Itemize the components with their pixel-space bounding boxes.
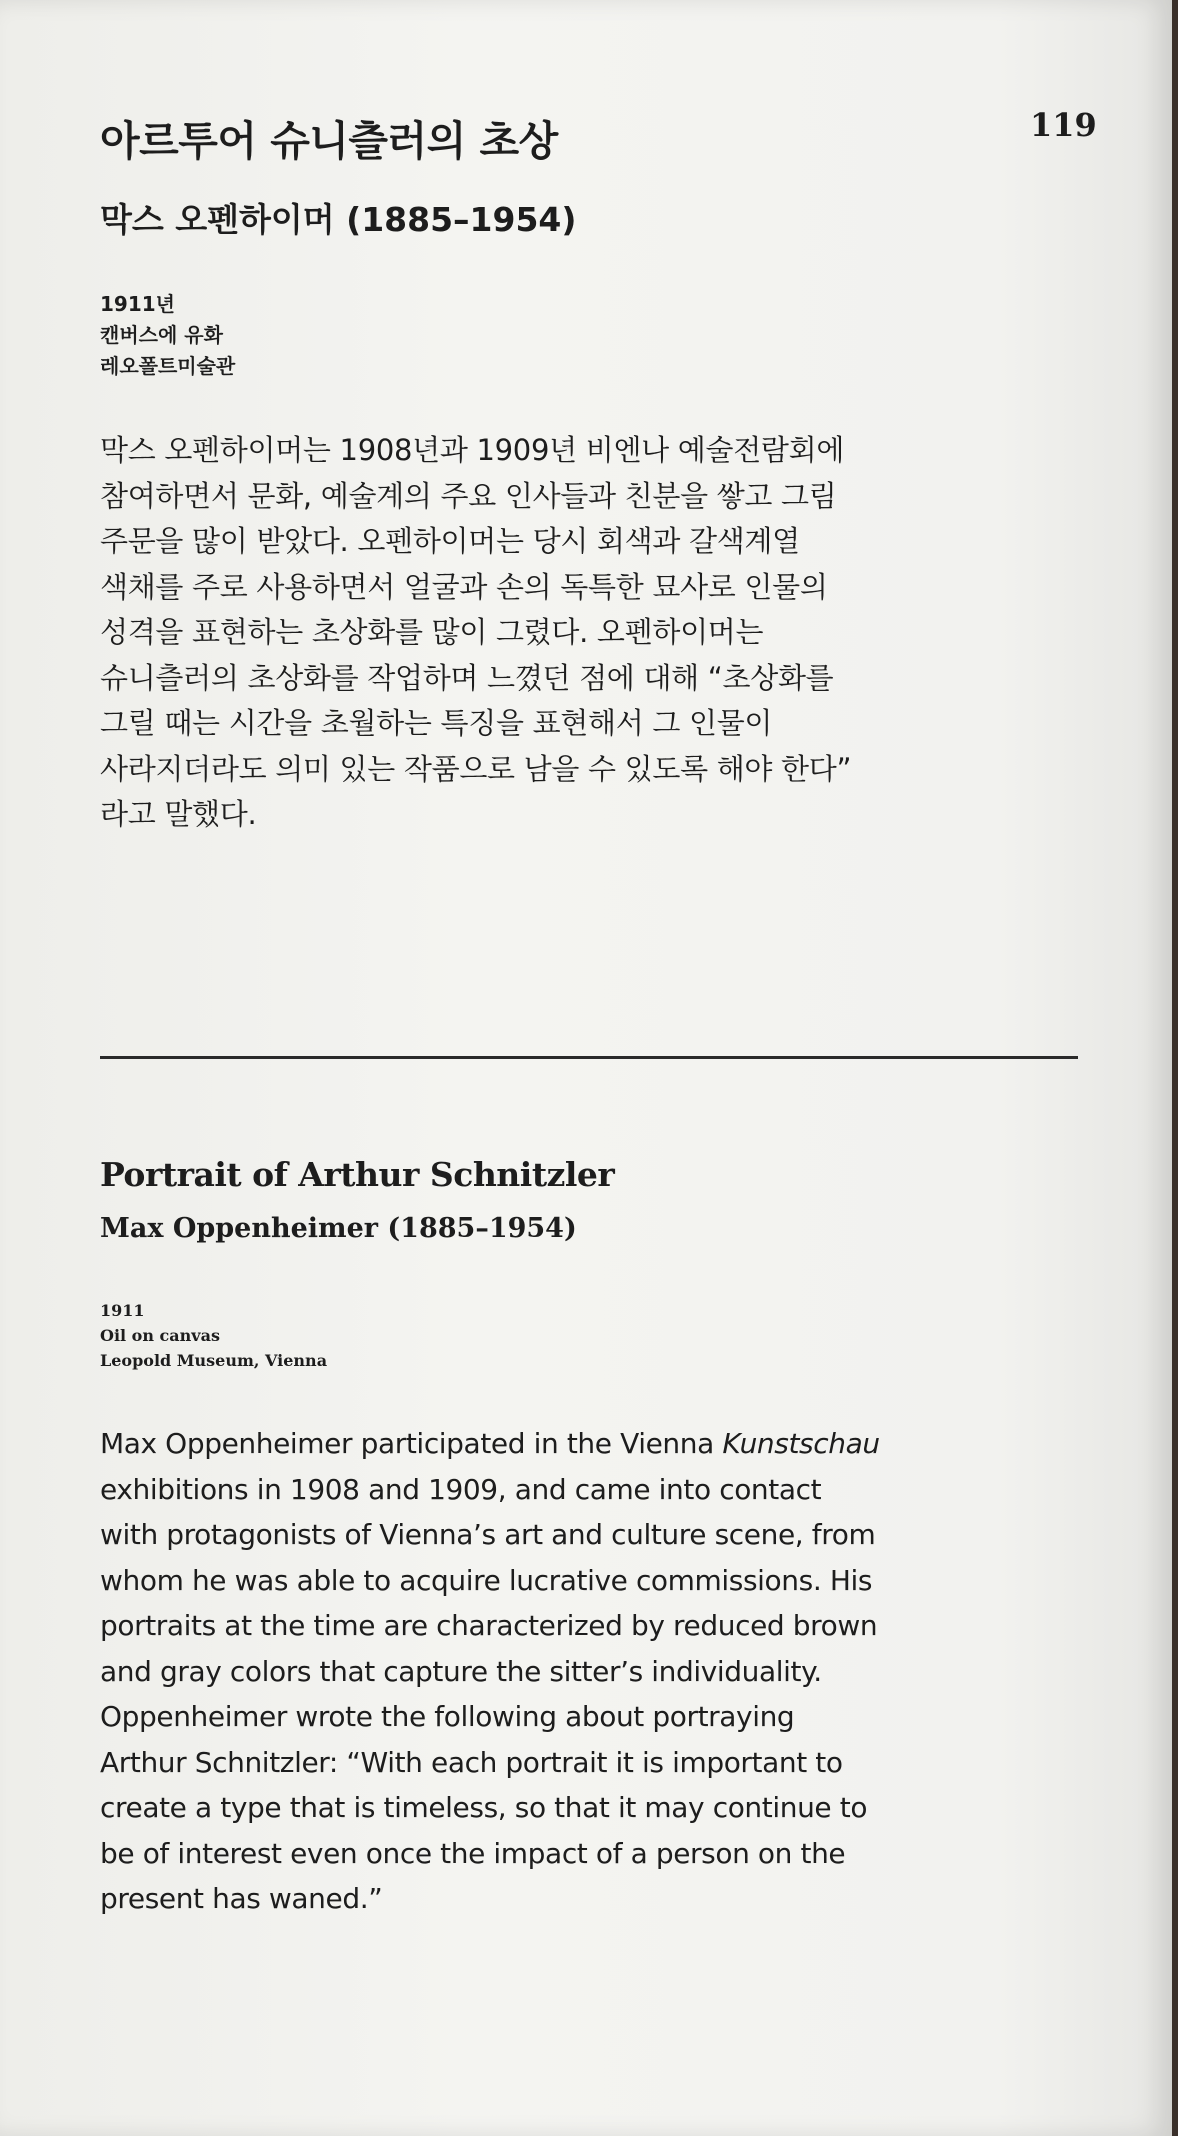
card-edge-shadow xyxy=(1172,0,1178,2136)
korean-collection: 레오폴트미술관 xyxy=(100,354,236,378)
korean-description-line: 참여하면서 문화, 예술계의 주요 인사들과 친분을 쌓고 그림 xyxy=(100,478,837,513)
korean-artwork-details xyxy=(100,289,235,382)
english-artist-name: Max Oppenheimer (1885–1954) xyxy=(100,1213,577,1244)
korean-description-line: 색채를 주로 사용하면서 얼굴과 손의 독특한 묘사로 인물의 xyxy=(100,569,828,604)
section-divider xyxy=(100,1056,1078,1059)
english-description-line: exhibitions in 1908 and 1909, and came into contact xyxy=(100,1472,822,1506)
english-description-line: create a type that is timeless, so that it may continue to xyxy=(100,1791,868,1824)
korean-description-line: 슈니츨러의 초상화를 작업하며 느꼈던 점에 대해 “초상화를 xyxy=(100,660,834,695)
label-number: 119 xyxy=(1030,106,1097,144)
english-description-line: present has waned.” xyxy=(100,1882,383,1915)
english-medium: Oil on canvas xyxy=(100,1326,220,1345)
english-description-line: portraits at the time are characterized by reduced brown xyxy=(100,1609,878,1642)
korean-date: 1911년 xyxy=(100,292,175,316)
english-artwork-details xyxy=(100,1298,327,1373)
english-artwork-title: Portrait of Arthur Schnitzler xyxy=(100,1155,615,1194)
english-description-line: be of interest even once the impact of a person on the xyxy=(100,1836,846,1870)
english-description-line: whom he was able to acquire lucrative commissions. His xyxy=(100,1563,873,1597)
korean-description-line: 라고 말했다. xyxy=(100,797,257,831)
english-description-line xyxy=(100,1421,1080,1467)
korean-description-line: 사라지더라도 의미 있는 작품으로 남을 수 있도록 해야 한다” xyxy=(100,751,852,786)
english-collection: Leopold Museum, Vienna xyxy=(100,1351,328,1370)
english-description-line: and gray colors that capture the sitter’s individuality. xyxy=(100,1654,822,1688)
english-date: 1911 xyxy=(100,1301,145,1320)
korean-description-line: 막스 오펜하이머는 1908년과 1909년 비엔나 예술전람회에 xyxy=(100,433,845,467)
korean-description-line: 성격을 표현하는 초상화를 많이 그렸다. 오펜하이머는 xyxy=(100,615,764,649)
english-description-line: with protagonists of Vienna’s art and culture scene, from xyxy=(100,1518,876,1551)
korean-artwork-title: 아르투어 슈니츨러의 초상 xyxy=(100,117,558,165)
kunstschau-italic: Kunstschau xyxy=(722,1427,880,1460)
korean-description-line: 그릴 때는 시간을 초월하는 특징을 표현해서 그 인물이 xyxy=(100,706,773,740)
english-description-line: Arthur Schnitzler: “With each portrait it is important to xyxy=(100,1745,843,1779)
korean-description-line: 주문을 많이 받았다. 오펜하이머는 당시 회색과 갈색계열 xyxy=(100,524,800,558)
english-description-line: Oppenheimer wrote the following about portraying xyxy=(100,1700,795,1733)
korean-medium: 캔버스에 유화 xyxy=(100,323,223,347)
korean-artist-name: 막스 오펜하이머 (1885–1954) xyxy=(100,200,577,239)
english-description xyxy=(100,1421,1080,1922)
english-description-text: Max Oppenheimer participated in the Vienna xyxy=(100,1427,723,1460)
korean-description xyxy=(100,428,1080,838)
